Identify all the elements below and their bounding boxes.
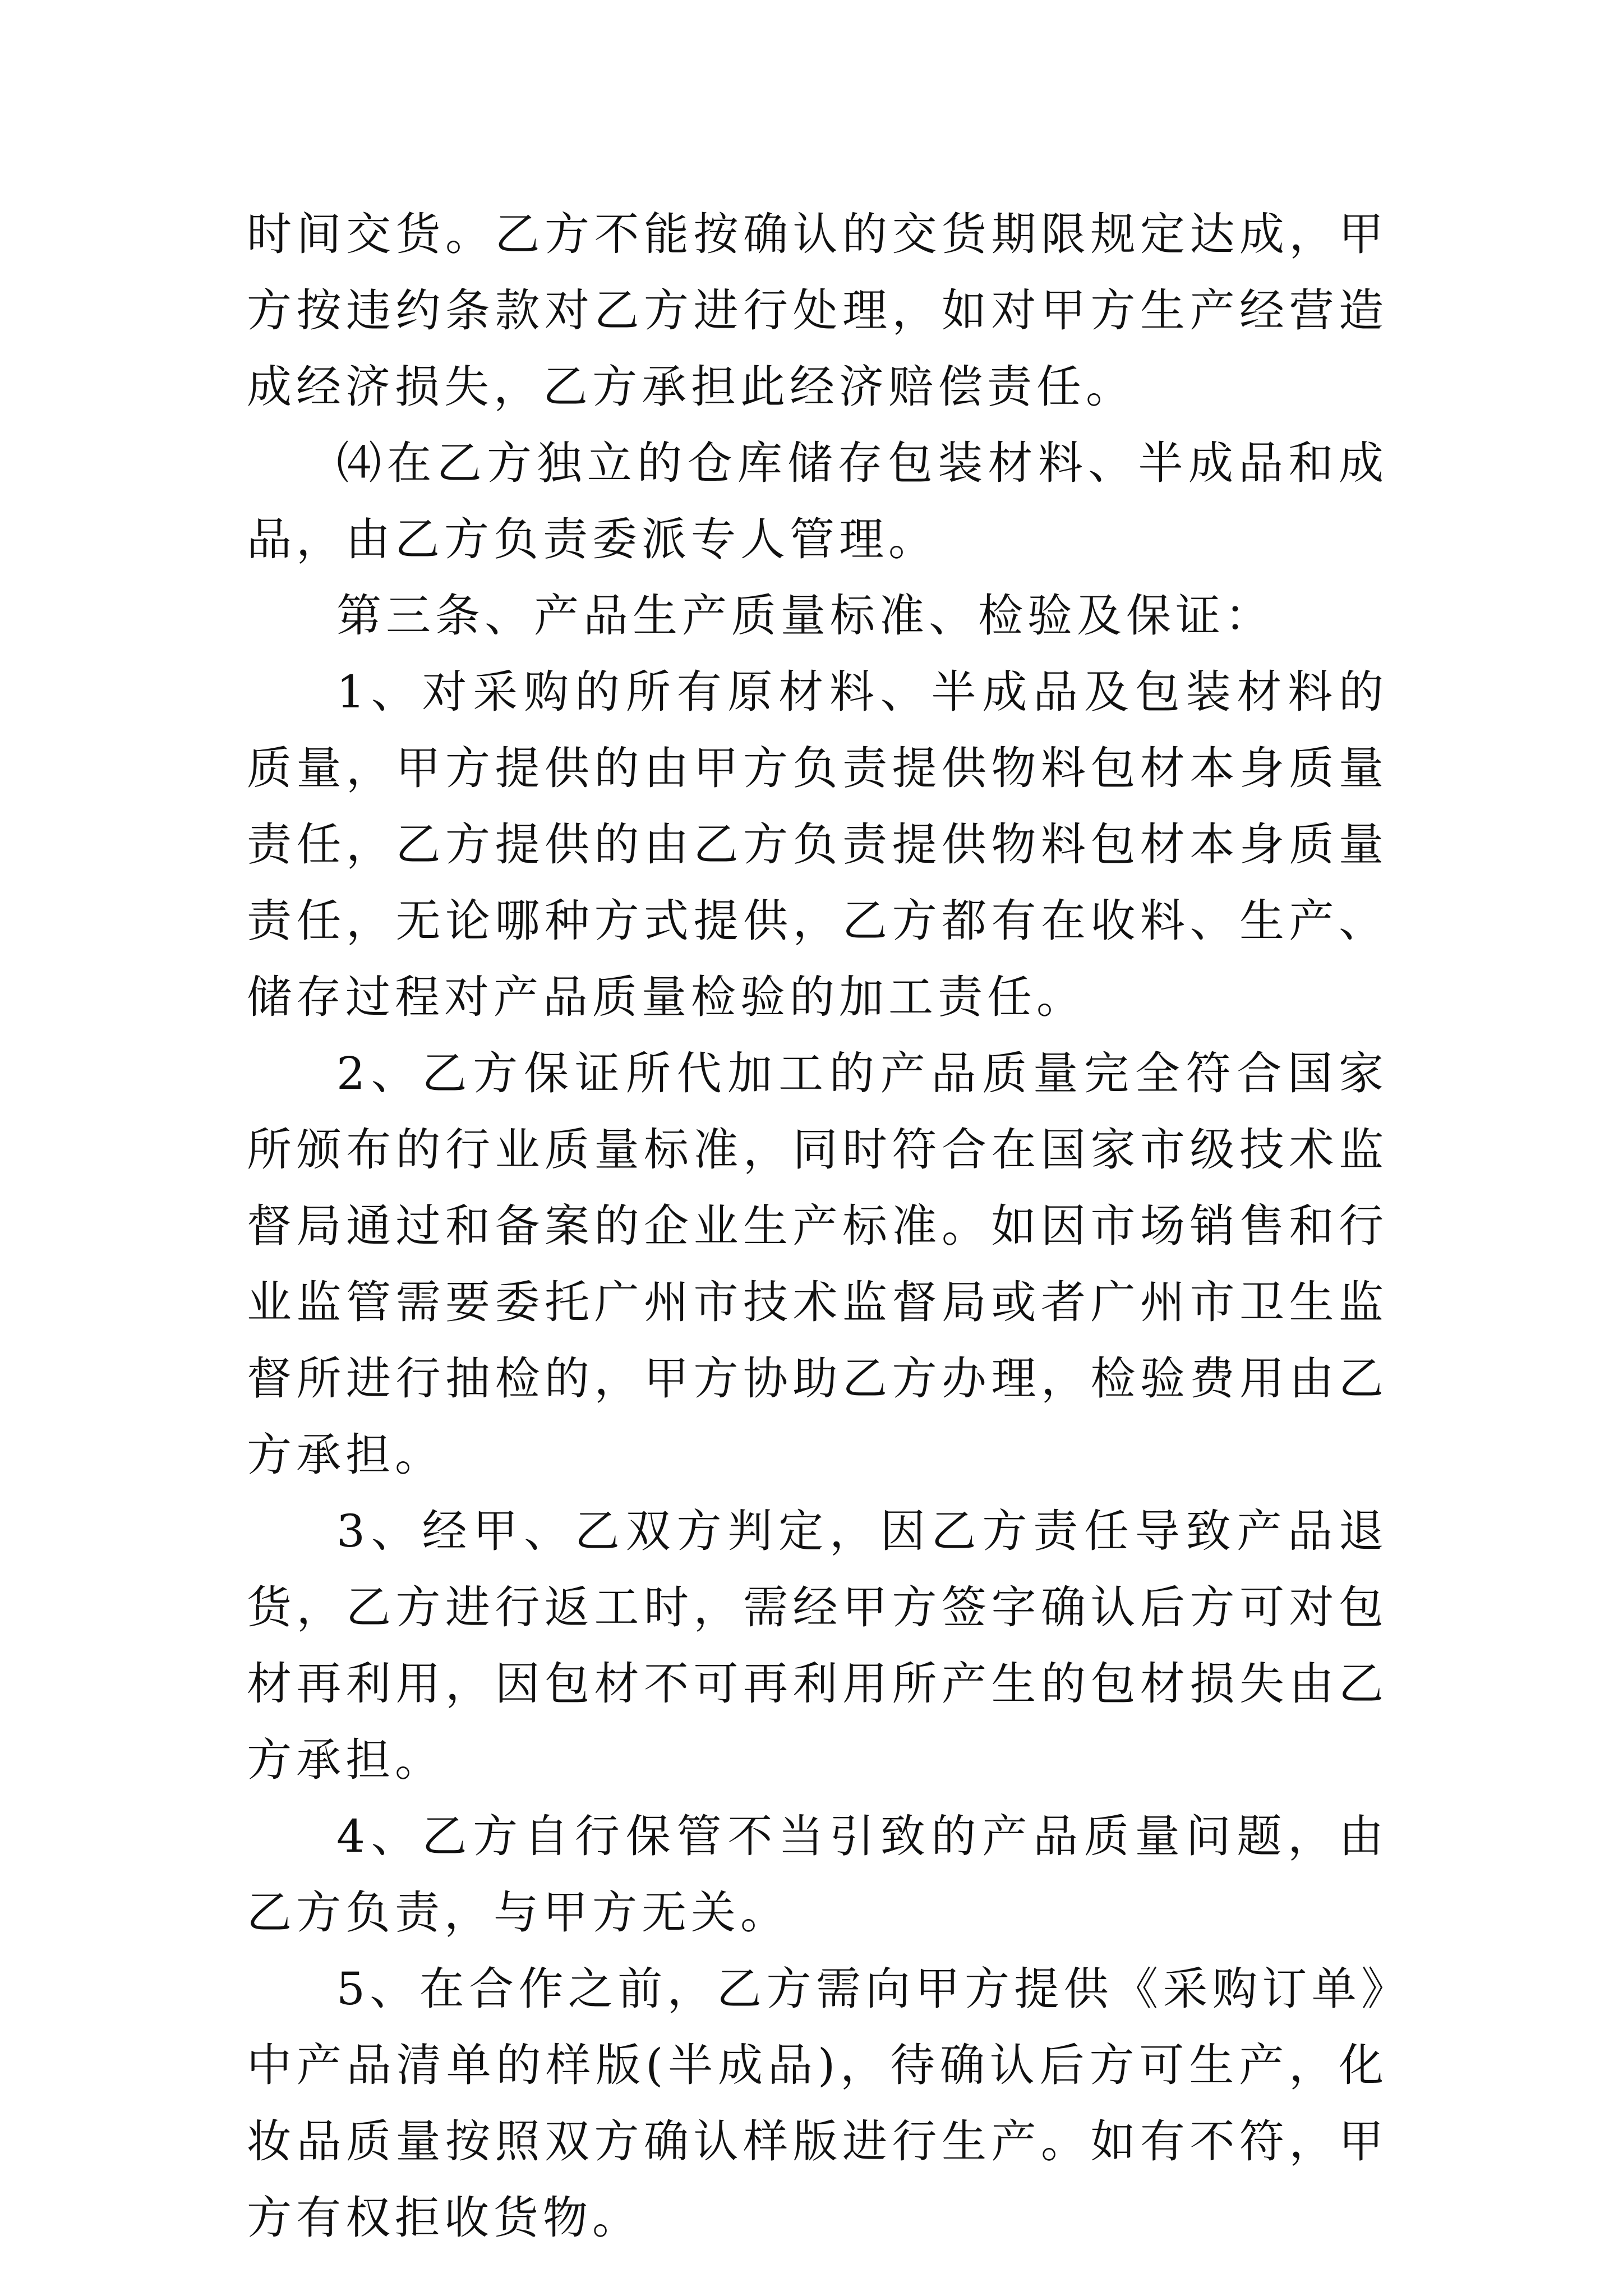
paragraph-warehouse: ⑷在乙方独立的仓库储存包装材料、半成品和成品，由乙方负责委派专人管理。 <box>247 437 1388 565</box>
paragraph-clause-1: 1、对采购的所有原材料、半成品及包装材料的质量，甲方提供的由甲方负责提供物料包材本身质量责任，乙方提供的由乙方负责提供物料包材本身质量责任，无论哪种方式提供，乙方都有在收料、生产、储存过程对产品质量检验的加工责任。 <box>247 666 1388 1023</box>
paragraph-clause-3: 3、经甲、乙双方判定，因乙方责任导致产品退货，乙方进行返工时，需经甲方签字确认后方可对包材再利用，因包材不可再利用所产生的包材损失由乙方承担。 <box>247 1505 1388 1786</box>
document-body <box>247 196 1388 2256</box>
paragraph-clause-4: 4、乙方自行保管不当引致的产品质量问题，由乙方负责，与甲方无关。 <box>247 1810 1388 1939</box>
section-heading-article-3: 第三条、产品生产质量标准、检验及保证： <box>336 590 1274 642</box>
paragraph-delivery-continued: 时间交货。乙方不能按确认的交货期限规定达成，甲方按违约条款对乙方进行处理，如对甲方生产经营造成经济损失，乙方承担此经济赔偿责任。 <box>247 208 1388 413</box>
paragraph-clause-2: 2、乙方保证所代加工的产品质量完全符合国家所颁布的行业质量标准，同时符合在国家市级技术监督局通过和备案的企业生产标准。如因市场销售和行业监管需要委托广州市技术监督局或者广州市卫生监督所进行抽检的，甲方协助乙方办理，检验费用由乙方承担。 <box>247 1047 1388 1481</box>
paragraph-clause-5: 5、在合作之前，乙方需向甲方提供《采购订单》中产品清单的样版(半成品)，待确认后方可生产，化妆品质量按照双方确认样版进行生产。如有不符，甲方有权拒收货物。 <box>247 1963 1388 2244</box>
